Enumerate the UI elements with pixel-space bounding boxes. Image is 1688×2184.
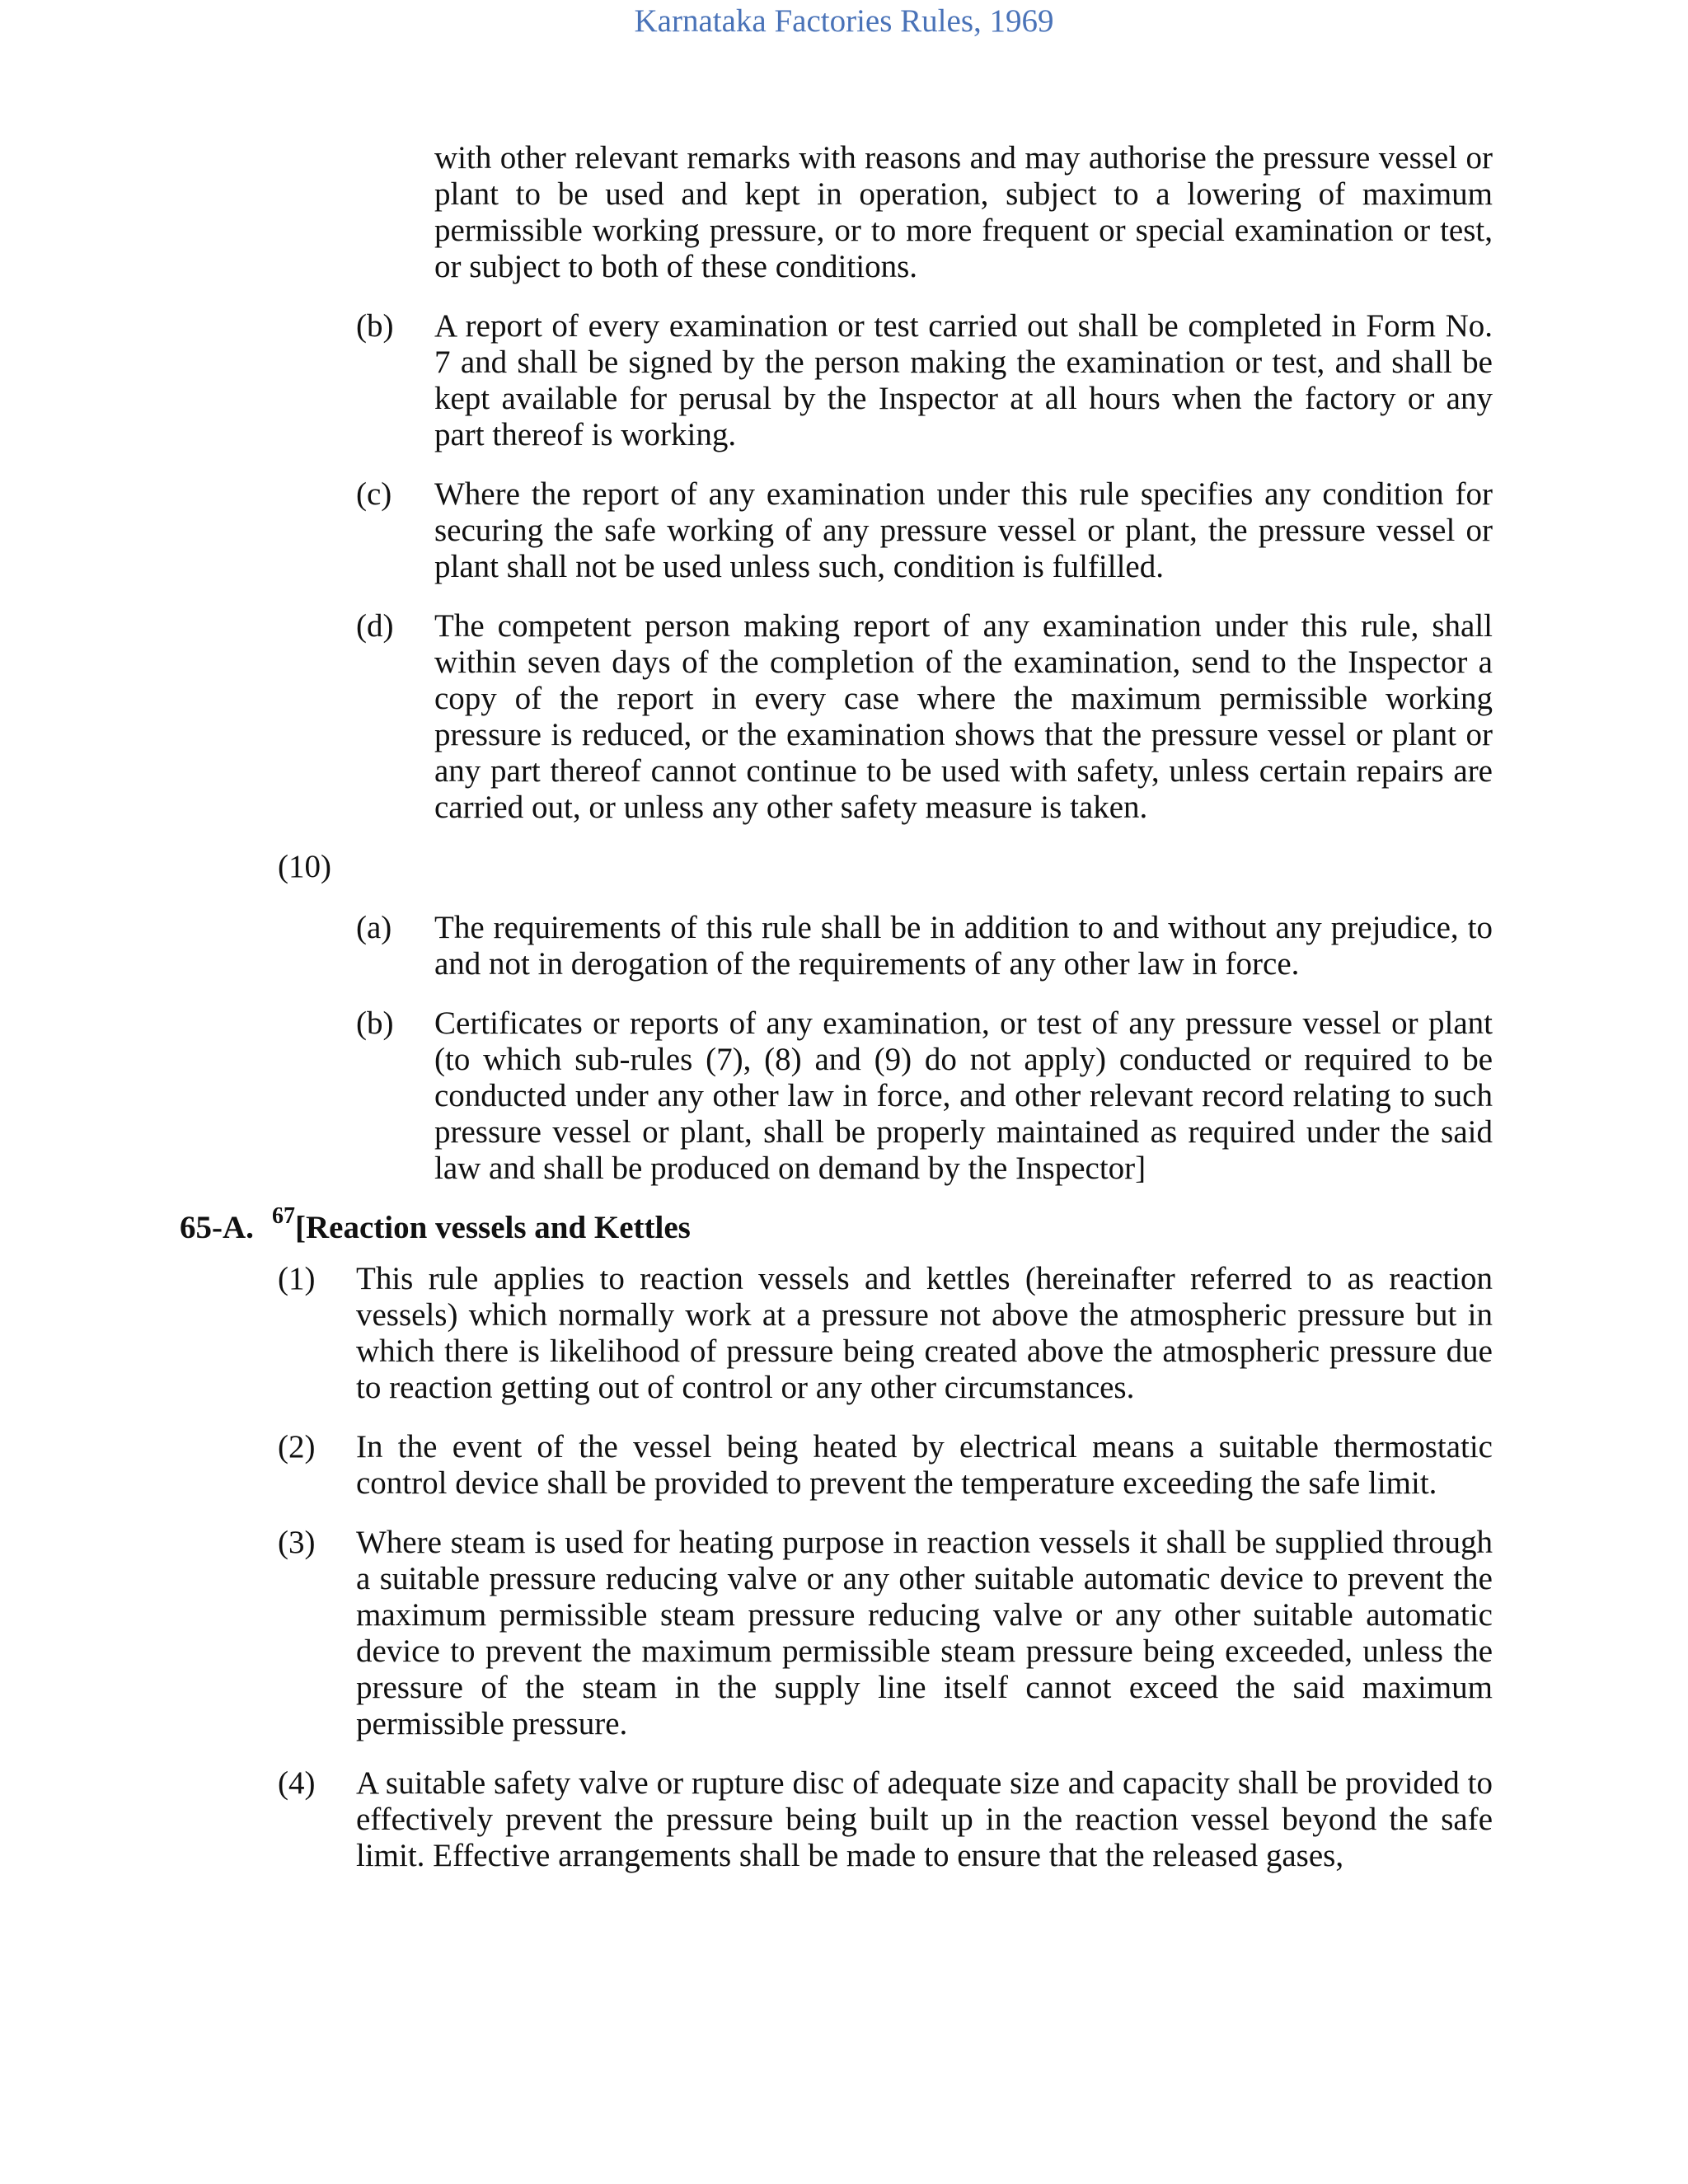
rule9-item-d bbox=[356, 608, 1493, 826]
footnote-ref: 67 bbox=[272, 1203, 295, 1229]
item-text: Where the report of any examination under this rule specifies any condition for securing the safe working of any pressure vessel or plant, the pressure vessel or plant shall not be used unless such, condition is fulfilled. bbox=[434, 476, 1493, 584]
item-text: The competent person making report of any examination under this rule, shall within seven days of the completion of the examination, send to the Inspector a copy of the report in every case where the maximum permissible working pressure is reduced, or the examination shows that the pressure vessel or plant or any part thereof cannot continue to be used with safety, unless certain repairs are carried out, or unless any other safety measure is taken. bbox=[434, 608, 1493, 825]
item-text: A report of every examination or test carried out shall be completed in Form No. 7 and shall be signed by the person making the examination or test, and shall be kept available for perusal by the Inspector at all hours when the factory or any part thereof is working. bbox=[434, 308, 1493, 452]
subrule-10-label: (10) bbox=[278, 849, 331, 884]
section-number: 65-A. bbox=[180, 1210, 254, 1245]
section-heading bbox=[180, 1203, 1688, 1246]
item-text: Certificates or reports of any examination, or test of any pressure vessel or plant (to which sub-rules (7), (8) and (9) do not apply) conducted or required to be conducted under any other law in force, and other relevant record relating to such pressure vessel or plant, shall be properly maintained as required under the said law and shall be produced on demand by the Inspector] bbox=[434, 1005, 1493, 1186]
rule10-item-b bbox=[356, 1005, 1493, 1187]
section-item-3 bbox=[278, 1525, 1493, 1742]
rule9-item-c bbox=[356, 476, 1493, 585]
running-header: Karnataka Factories Rules, 1969 bbox=[634, 3, 1054, 39]
rule9-item-b bbox=[356, 308, 1493, 453]
item-label: (b) bbox=[356, 1005, 394, 1041]
item-label: (c) bbox=[356, 476, 392, 512]
item-label: (3) bbox=[278, 1525, 316, 1560]
item-label: (d) bbox=[356, 608, 394, 644]
item-label: (1) bbox=[278, 1261, 316, 1296]
section-item-4 bbox=[278, 1765, 1493, 1874]
section-item-1 bbox=[278, 1261, 1493, 1406]
item-text: A suitable safety valve or rupture disc of adequate size and capacity shall be provided to effectively prevent the pressure being built up in the reaction vessel beyond the safe limit. Effective arrangements shall be made to ensure that the released gases, bbox=[356, 1765, 1493, 1873]
item-text: The requirements of this rule shall be in addition to and without any prejudice, to and not in derogation of the requirements of any other law in force. bbox=[434, 910, 1493, 982]
item-text: In the event of the vessel being heated by electrical means a suitable thermostatic control device shall be provided to prevent the temperature exceeding the safe limit. bbox=[356, 1429, 1493, 1501]
item-label: (4) bbox=[278, 1765, 316, 1801]
continuation-paragraph: with other relevant remarks with reasons and may authorise the pressure vessel or plant to be used and kept in operation, subject to a lowering of maximum permissible working pressure, or to more frequent or special examination or test, or subject to both of these conditions. bbox=[434, 140, 1493, 284]
section-item-2 bbox=[278, 1429, 1493, 1502]
item-label: (b) bbox=[356, 308, 394, 344]
page-body bbox=[0, 140, 1688, 1874]
item-label: (a) bbox=[356, 910, 392, 945]
item-text: This rule applies to reaction vessels and kettles (hereinafter referred to as reaction vessels) which normally work at a pressure not above the atmospheric pressure but in which there is likelihood of pressure being created above the atmospheric pressure due to reaction getting out of control or any other circumstances. bbox=[356, 1261, 1493, 1405]
rule10-item-a bbox=[356, 910, 1493, 982]
item-text: Where steam is used for heating purpose in reaction vessels it shall be supplied through a suitable pressure reducing valve or any other suitable automatic device to prevent the maximum permissible steam pressure reducing valve or any other suitable automatic device to prevent the maximum permissible steam pressure being exceeded, unless the pressure of the steam in the supply line itself cannot exceed the said maximum permissible pressure. bbox=[356, 1525, 1493, 1741]
section-title: [Reaction vessels and Kettles bbox=[295, 1210, 691, 1245]
item-label: (2) bbox=[278, 1429, 316, 1465]
